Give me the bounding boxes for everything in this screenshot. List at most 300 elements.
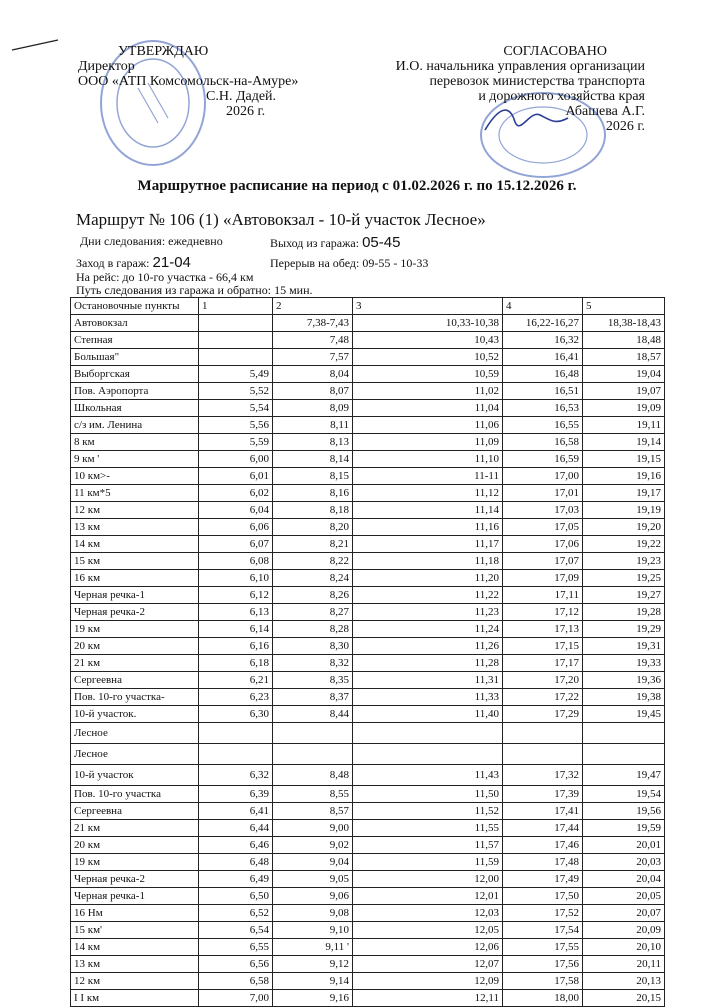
stop-name-cell: Школьная xyxy=(71,400,199,417)
time-cell: 6,41 xyxy=(199,803,273,820)
time-cell: 8,16 xyxy=(273,485,353,502)
table-row xyxy=(71,744,665,765)
time-cell: 8,32 xyxy=(273,655,353,672)
time-cell: 8,24 xyxy=(273,570,353,587)
time-cell: 20,11 xyxy=(583,956,665,973)
stop-name-cell: Сергеевна xyxy=(71,672,199,689)
time-cell: 19,16 xyxy=(583,468,665,485)
garage-exit-label: Выход из гаража: xyxy=(270,236,360,250)
approval-left-date-text: 2026 г. xyxy=(226,104,266,119)
time-cell xyxy=(199,332,273,349)
stop-name-cell: 16 км xyxy=(71,570,199,587)
approval-right-org: перевозок министерства транспорта xyxy=(429,74,645,89)
lunch-break: Перерыв на обед: 09-55 - 10-33 xyxy=(270,256,429,270)
time-cell: 10,52 xyxy=(353,349,503,366)
table-row xyxy=(71,905,665,922)
time-cell: 20,15 xyxy=(583,990,665,1007)
time-cell: 12,00 xyxy=(353,871,503,888)
time-cell: 11,06 xyxy=(353,417,503,434)
stop-name-cell: 13 км xyxy=(71,519,199,536)
time-cell: 19,09 xyxy=(583,400,665,417)
time-cell: 19,28 xyxy=(583,604,665,621)
approval-left-signer xyxy=(78,89,348,104)
time-cell: 19,19 xyxy=(583,502,665,519)
table-row xyxy=(71,803,665,820)
schedule-table xyxy=(70,297,665,1007)
approval-right xyxy=(380,44,645,134)
time-cell: 16,55 xyxy=(503,417,583,434)
garage-return xyxy=(76,254,191,271)
table-row xyxy=(71,939,665,956)
time-cell: 17,03 xyxy=(503,502,583,519)
approval-right-title: СОГЛАСОВАНО xyxy=(503,44,607,59)
table-row xyxy=(71,655,665,672)
stop-name-cell: Черная речка-2 xyxy=(71,604,199,621)
time-cell: 20,03 xyxy=(583,854,665,871)
time-cell: 18,00 xyxy=(503,990,583,1007)
stop-name-cell: 16 Нм xyxy=(71,905,199,922)
time-cell: 19,11 xyxy=(583,417,665,434)
time-cell: 12,11 xyxy=(353,990,503,1007)
time-cell: 11,31 xyxy=(353,672,503,689)
time-cell: 8,44 xyxy=(273,706,353,723)
time-cell: 17,58 xyxy=(503,973,583,990)
time-cell: 7,48 xyxy=(273,332,353,349)
table-row xyxy=(71,536,665,553)
time-cell: 11,57 xyxy=(353,837,503,854)
stop-name-cell: Большая" xyxy=(71,349,199,366)
time-cell: 6,32 xyxy=(199,765,273,786)
time-cell: 11,14 xyxy=(353,502,503,519)
table-header-row xyxy=(71,298,665,315)
time-cell: 6,04 xyxy=(199,502,273,519)
approval-left-position: Директор xyxy=(78,59,135,74)
table-row xyxy=(71,570,665,587)
stop-name-cell: Черная речка-1 xyxy=(71,587,199,604)
time-cell: 8,30 xyxy=(273,638,353,655)
garage-path: Путь следования из гаража и обратно: 15 мин. xyxy=(76,283,313,297)
time-cell: 20,07 xyxy=(583,905,665,922)
table-row xyxy=(71,587,665,604)
time-cell: 16,53 xyxy=(503,400,583,417)
time-cell: 11,43 xyxy=(353,765,503,786)
time-cell: 6,10 xyxy=(199,570,273,587)
approval-left-title: УТВЕРЖДАЮ xyxy=(118,44,209,59)
time-cell: 8,28 xyxy=(273,621,353,638)
stop-name-cell: 8 км xyxy=(71,434,199,451)
time-cell xyxy=(503,744,583,765)
time-cell: 6,06 xyxy=(199,519,273,536)
stop-name-cell: 13 км xyxy=(71,956,199,973)
time-cell: 19,27 xyxy=(583,587,665,604)
time-cell: 18,57 xyxy=(583,349,665,366)
time-cell: 19,25 xyxy=(583,570,665,587)
time-cell: 19,17 xyxy=(583,485,665,502)
time-cell xyxy=(583,744,665,765)
table-row xyxy=(71,765,665,786)
table-row xyxy=(71,485,665,502)
time-cell: 18,48 xyxy=(583,332,665,349)
time-cell xyxy=(503,723,583,744)
time-cell: 6,02 xyxy=(199,485,273,502)
time-cell xyxy=(583,723,665,744)
time-cell: 10,33-10,38 xyxy=(353,315,503,332)
stop-name-cell: 9 км ' xyxy=(71,451,199,468)
time-cell: 6,21 xyxy=(199,672,273,689)
stop-name-cell: 10 км>- xyxy=(71,468,199,485)
time-cell: 12,06 xyxy=(353,939,503,956)
time-cell: 19,04 xyxy=(583,366,665,383)
approval-left-signer-name: С.Н. Дадей. xyxy=(206,89,277,104)
stop-name-cell: Черная речка-1 xyxy=(71,888,199,905)
time-cell: 16,22-16,27 xyxy=(503,315,583,332)
table-row xyxy=(71,553,665,570)
stop-name-cell: 14 км xyxy=(71,939,199,956)
time-cell: 5,59 xyxy=(199,434,273,451)
table-row xyxy=(71,888,665,905)
time-cell: 11,50 xyxy=(353,786,503,803)
time-cell: 11,22 xyxy=(353,587,503,604)
time-cell: 17,39 xyxy=(503,786,583,803)
time-cell: 5,52 xyxy=(199,383,273,400)
stop-name-cell: 15 км xyxy=(71,553,199,570)
garage-exit xyxy=(270,234,400,251)
table-row xyxy=(71,973,665,990)
time-cell: 12,09 xyxy=(353,973,503,990)
stop-name-cell: 19 км xyxy=(71,854,199,871)
time-cell: 5,54 xyxy=(199,400,273,417)
time-cell: 6,16 xyxy=(199,638,273,655)
stop-name-cell: 12 км xyxy=(71,973,199,990)
time-cell: 19,45 xyxy=(583,706,665,723)
time-cell: 17,41 xyxy=(503,803,583,820)
time-cell: 17,32 xyxy=(503,765,583,786)
time-cell: 9,16 xyxy=(273,990,353,1007)
time-cell: 9,10 xyxy=(273,922,353,939)
stop-name-cell: Лесное xyxy=(71,744,199,765)
time-cell: 17,20 xyxy=(503,672,583,689)
table-row xyxy=(71,366,665,383)
header-trip-5: 5 xyxy=(583,298,665,315)
time-cell: 8,57 xyxy=(273,803,353,820)
time-cell: 20,10 xyxy=(583,939,665,956)
time-cell: 19,15 xyxy=(583,451,665,468)
time-cell: 11,12 xyxy=(353,485,503,502)
garage-return-label: Заход в гараж: xyxy=(76,256,150,270)
time-cell: 19,29 xyxy=(583,621,665,638)
time-cell: 11,40 xyxy=(353,706,503,723)
time-cell: 20,05 xyxy=(583,888,665,905)
time-cell: 11,28 xyxy=(353,655,503,672)
time-cell: 6,12 xyxy=(199,587,273,604)
time-cell: 11,17 xyxy=(353,536,503,553)
stop-name-cell: Выборгская xyxy=(71,366,199,383)
time-cell: 17,52 xyxy=(503,905,583,922)
schedule-body xyxy=(71,298,665,1007)
time-cell: 19,20 xyxy=(583,519,665,536)
time-cell: 6,48 xyxy=(199,854,273,871)
time-cell: 12,01 xyxy=(353,888,503,905)
stop-name-cell: 19 км xyxy=(71,621,199,638)
stop-name-cell: Пов. Аэропорта xyxy=(71,383,199,400)
time-cell: 11,09 xyxy=(353,434,503,451)
table-row xyxy=(71,837,665,854)
time-cell: 20,13 xyxy=(583,973,665,990)
time-cell: 6,49 xyxy=(199,871,273,888)
time-cell: 9,05 xyxy=(273,871,353,888)
stop-name-cell: Черная речка-2 xyxy=(71,871,199,888)
header-trip-2: 2 xyxy=(273,298,353,315)
table-row xyxy=(71,922,665,939)
time-cell xyxy=(353,744,503,765)
time-cell: 8,37 xyxy=(273,689,353,706)
header-trip-4: 4 xyxy=(503,298,583,315)
time-cell: 9,08 xyxy=(273,905,353,922)
header-trip-1: 1 xyxy=(199,298,273,315)
time-cell: 11,23 xyxy=(353,604,503,621)
approval-left xyxy=(78,44,348,119)
time-cell: 20,09 xyxy=(583,922,665,939)
time-cell: 8,13 xyxy=(273,434,353,451)
time-cell: 8,14 xyxy=(273,451,353,468)
time-cell: 6,58 xyxy=(199,973,273,990)
garage-exit-value: 05-45 xyxy=(362,234,401,251)
time-cell: 7,57 xyxy=(273,349,353,366)
time-cell: 8,35 xyxy=(273,672,353,689)
time-cell: 6,07 xyxy=(199,536,273,553)
time-cell: 16,58 xyxy=(503,434,583,451)
table-row xyxy=(71,434,665,451)
trip-distance: На рейс: до 10-го участка - 66,4 км xyxy=(76,270,254,284)
time-cell: 9,06 xyxy=(273,888,353,905)
time-cell: 19,59 xyxy=(583,820,665,837)
approval-right-position: И.О. начальника управления организации xyxy=(395,59,645,74)
time-cell: 18,38-18,43 xyxy=(583,315,665,332)
time-cell: 11,04 xyxy=(353,400,503,417)
time-cell: 9,11 ' xyxy=(273,939,353,956)
time-cell: 11,52 xyxy=(353,803,503,820)
time-cell: 6,55 xyxy=(199,939,273,956)
time-cell: 12,07 xyxy=(353,956,503,973)
time-cell: 6,39 xyxy=(199,786,273,803)
table-row xyxy=(71,854,665,871)
time-cell: 9,00 xyxy=(273,820,353,837)
time-cell: 20,01 xyxy=(583,837,665,854)
route-title: Маршрут № 106 (1) «Автовокзал - 10-й участок Лесное» xyxy=(76,210,486,229)
stop-name-cell: 20 км xyxy=(71,638,199,655)
table-row xyxy=(71,621,665,638)
time-cell: 20,04 xyxy=(583,871,665,888)
time-cell: 19,23 xyxy=(583,553,665,570)
time-cell: 6,52 xyxy=(199,905,273,922)
time-cell: 8,04 xyxy=(273,366,353,383)
stop-name-cell: 20 км xyxy=(71,837,199,854)
stop-name-cell: Пов. 10-го участка xyxy=(71,786,199,803)
time-cell: 6,18 xyxy=(199,655,273,672)
time-cell: 17,44 xyxy=(503,820,583,837)
time-cell: 8,21 xyxy=(273,536,353,553)
time-cell: 12,03 xyxy=(353,905,503,922)
table-row xyxy=(71,349,665,366)
time-cell: 11,16 xyxy=(353,519,503,536)
time-cell: 12,05 xyxy=(353,922,503,939)
time-cell: 17,01 xyxy=(503,485,583,502)
time-cell: 6,46 xyxy=(199,837,273,854)
time-cell: 19,36 xyxy=(583,672,665,689)
time-cell: 6,14 xyxy=(199,621,273,638)
stop-name-cell: с/з им. Ленина xyxy=(71,417,199,434)
time-cell: 8,20 xyxy=(273,519,353,536)
table-row xyxy=(71,820,665,837)
time-cell: 7,38-7,43 xyxy=(273,315,353,332)
time-cell xyxy=(199,723,273,744)
stop-name-cell: 10-й участок. xyxy=(71,706,199,723)
time-cell: 17,11 xyxy=(503,587,583,604)
time-cell: 9,12 xyxy=(273,956,353,973)
document-title: Маршрутное расписание на период с 01.02.2026 г. по 15.12.2026 г. xyxy=(137,178,577,194)
time-cell: 6,00 xyxy=(199,451,273,468)
stop-name-cell: 21 км xyxy=(71,655,199,672)
days-label: Дни следования: ежедневно xyxy=(80,234,223,248)
time-cell: 6,01 xyxy=(199,468,273,485)
table-row xyxy=(71,383,665,400)
time-cell xyxy=(273,723,353,744)
table-row xyxy=(71,519,665,536)
time-cell: 11,26 xyxy=(353,638,503,655)
time-cell: 19,54 xyxy=(583,786,665,803)
time-cell: 19,07 xyxy=(583,383,665,400)
time-cell: 19,56 xyxy=(583,803,665,820)
time-cell: 11,02 xyxy=(353,383,503,400)
time-cell: 17,56 xyxy=(503,956,583,973)
approval-right-date: 2026 г. xyxy=(605,119,645,134)
time-cell: 11,10 xyxy=(353,451,503,468)
approval-right-dept: и дорожного хозяйства края xyxy=(478,89,645,104)
time-cell: 19,22 xyxy=(583,536,665,553)
stop-name-cell: 15 км' xyxy=(71,922,199,939)
time-cell: 11-11 xyxy=(353,468,503,485)
table-row xyxy=(71,468,665,485)
time-cell xyxy=(273,744,353,765)
table-row xyxy=(71,417,665,434)
time-cell: 17,15 xyxy=(503,638,583,655)
approval-right-signer: Абашева А.Г. xyxy=(565,104,645,119)
time-cell: 19,31 xyxy=(583,638,665,655)
time-cell: 17,48 xyxy=(503,854,583,871)
time-cell: 10,43 xyxy=(353,332,503,349)
time-cell: 17,07 xyxy=(503,553,583,570)
time-cell: 17,05 xyxy=(503,519,583,536)
time-cell: 17,22 xyxy=(503,689,583,706)
time-cell: 17,09 xyxy=(503,570,583,587)
time-cell: 6,50 xyxy=(199,888,273,905)
table-row xyxy=(71,638,665,655)
table-row xyxy=(71,706,665,723)
time-cell: 11,33 xyxy=(353,689,503,706)
time-cell: 16,41 xyxy=(503,349,583,366)
table-row xyxy=(71,672,665,689)
time-cell: 5,56 xyxy=(199,417,273,434)
time-cell: 17,13 xyxy=(503,621,583,638)
time-cell: 16,32 xyxy=(503,332,583,349)
time-cell: 8,55 xyxy=(273,786,353,803)
time-cell: 11,20 xyxy=(353,570,503,587)
time-cell: 19,38 xyxy=(583,689,665,706)
time-cell xyxy=(353,723,503,744)
time-cell: 5,49 xyxy=(199,366,273,383)
time-cell: 19,47 xyxy=(583,765,665,786)
time-cell: 6,44 xyxy=(199,820,273,837)
time-cell: 8,22 xyxy=(273,553,353,570)
stop-name-cell: Лесное xyxy=(71,723,199,744)
approval-left-company: ООО «АТП Комсомольск-на-Амуре» xyxy=(78,74,299,89)
time-cell: 19,14 xyxy=(583,434,665,451)
table-row xyxy=(71,332,665,349)
time-cell: 8,48 xyxy=(273,765,353,786)
time-cell: 16,48 xyxy=(503,366,583,383)
table-row xyxy=(71,400,665,417)
garage-return-value: 21-04 xyxy=(152,254,191,271)
stop-name-cell: 21 км xyxy=(71,820,199,837)
time-cell: 11,55 xyxy=(353,820,503,837)
time-cell: 8,15 xyxy=(273,468,353,485)
time-cell: 6,56 xyxy=(199,956,273,973)
time-cell: 8,11 xyxy=(273,417,353,434)
time-cell: 16,51 xyxy=(503,383,583,400)
time-cell: 17,46 xyxy=(503,837,583,854)
table-row xyxy=(71,502,665,519)
table-row xyxy=(71,786,665,803)
time-cell: 6,08 xyxy=(199,553,273,570)
time-cell: 9,14 xyxy=(273,973,353,990)
table-row xyxy=(71,956,665,973)
time-cell xyxy=(199,744,273,765)
time-cell: 8,18 xyxy=(273,502,353,519)
table-row xyxy=(71,871,665,888)
time-cell: 17,50 xyxy=(503,888,583,905)
time-cell: 17,29 xyxy=(503,706,583,723)
time-cell: 11,24 xyxy=(353,621,503,638)
time-cell: 8,26 xyxy=(273,587,353,604)
time-cell: 8,07 xyxy=(273,383,353,400)
header-trip-3: 3 xyxy=(353,298,503,315)
time-cell: 6,54 xyxy=(199,922,273,939)
time-cell: 6,23 xyxy=(199,689,273,706)
time-cell: 11,18 xyxy=(353,553,503,570)
stop-name-cell: I I км xyxy=(71,990,199,1007)
corner-mark xyxy=(10,38,60,52)
time-cell: 6,30 xyxy=(199,706,273,723)
stop-name-cell: Автовокзал xyxy=(71,315,199,332)
time-cell: 17,49 xyxy=(503,871,583,888)
time-cell: 8,27 xyxy=(273,604,353,621)
stop-name-cell: Пов. 10-го участка- xyxy=(71,689,199,706)
stop-name-cell: Сергеевна xyxy=(71,803,199,820)
time-cell: 17,12 xyxy=(503,604,583,621)
stop-name-cell: 11 км*5 xyxy=(71,485,199,502)
time-cell: 17,54 xyxy=(503,922,583,939)
approval-left-date xyxy=(78,104,348,119)
time-cell xyxy=(199,349,273,366)
table-row xyxy=(71,990,665,1007)
time-cell: 7,00 xyxy=(199,990,273,1007)
time-cell: 6,13 xyxy=(199,604,273,621)
time-cell xyxy=(199,315,273,332)
time-cell: 17,06 xyxy=(503,536,583,553)
time-cell: 11,59 xyxy=(353,854,503,871)
stop-name-cell: 10-й участок xyxy=(71,765,199,786)
time-cell: 17,55 xyxy=(503,939,583,956)
